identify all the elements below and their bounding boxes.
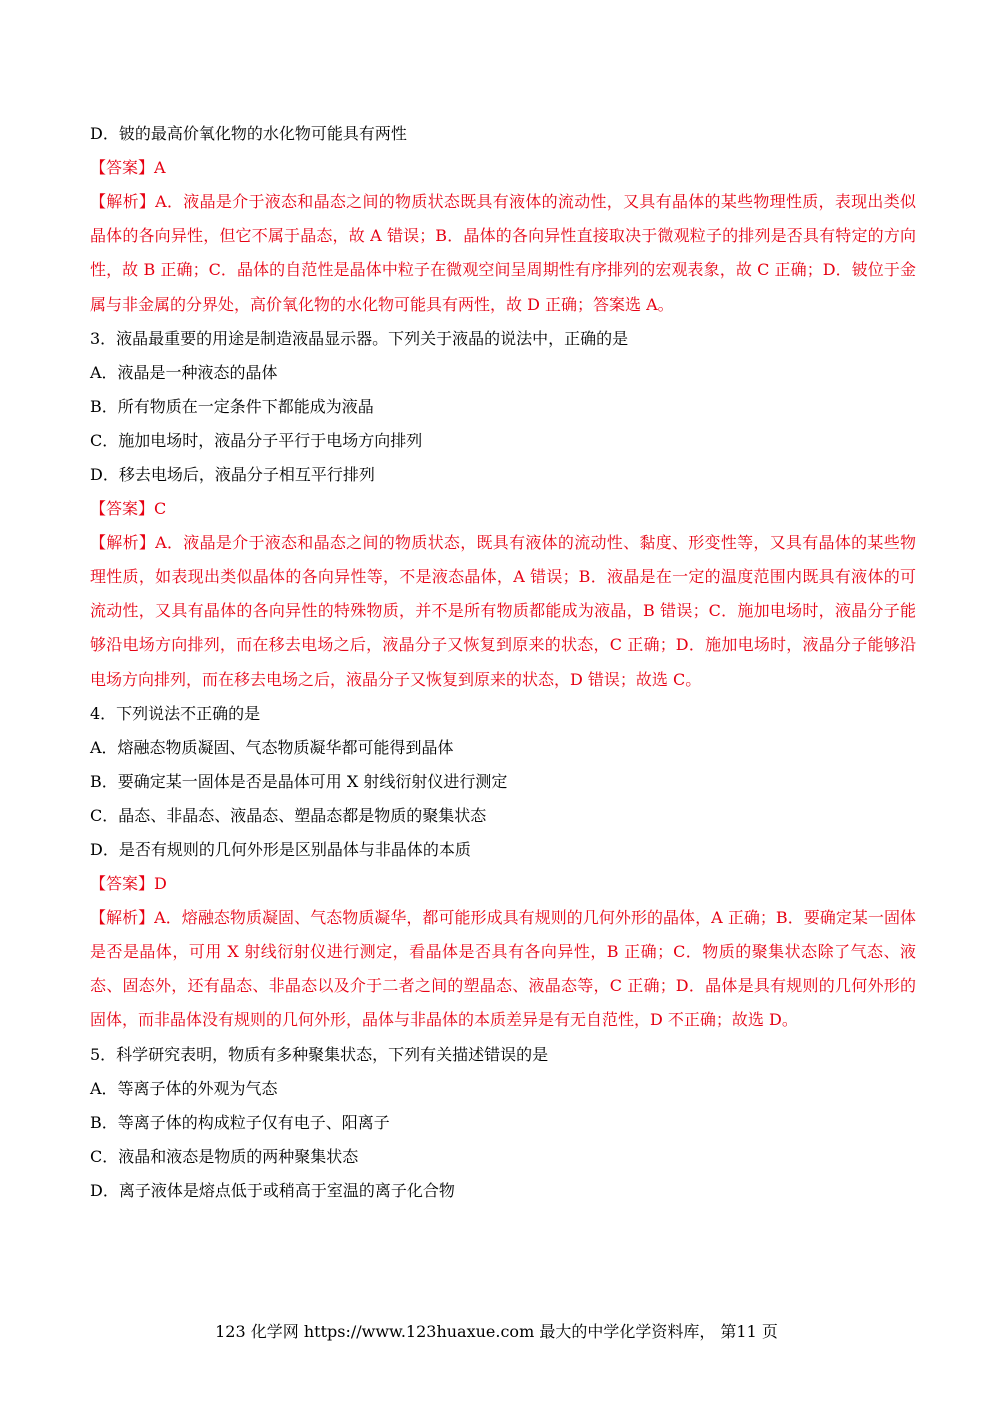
page-footer: 123 化学网 https://www.123huaxue.com 最大的中学化学资料库， 第11 页 <box>215 1322 778 1341</box>
q3-option-b: B．所有物质在一定条件下都能成为液晶 <box>90 396 374 416</box>
q2-answer: 【答案】A <box>90 158 166 177</box>
q5-stem: 5．科学研究表明，物质有多种聚集状态，下列有关描述错误的是 <box>90 1044 549 1064</box>
q4-option-a: A．熔融态物质凝固、气态物质凝华都可能得到晶体 <box>90 737 454 757</box>
q2-analysis: 【解析】A．液晶是介于液态和晶态之间的物质状态既具有液体的流动性，又具有晶体的某些物理性质，表现出类似晶体的各向异性，但它不属于晶态，故 A 错误；B．晶体的各向异性直接取决于微观粒子的排列是否具有特定的方向性，故 B 正确；C．晶体的自范性是晶体中粒子在微观空间呈周期性有序排列的宏观表象，故 C 正确；D．铍位于金属与非金属的分界处，高价氧化物的水化物可能具有两性，故 D 正确；答案选 A。 <box>90 192 916 314</box>
q3-option-c: C．施加电场时，液晶分子平行于电场方向排列 <box>90 430 423 450</box>
q5-option-d: D．离子液体是熔点低于或稍高于室温的离子化合物 <box>90 1180 455 1200</box>
q3-stem: 3．液晶最重要的用途是制造液晶显示器。下列关于液晶的说法中，正确的是 <box>90 328 629 348</box>
q3-answer: 【答案】C <box>90 498 167 518</box>
q3-analysis: 【解析】A．液晶是介于液态和晶态之间的物质状态，既具有液体的流动性、黏度、形变性等，又具有晶体的某些物理性质，如表现出类似晶体的各向异性等，不是液态晶体，A 错误；B．液晶是在一定的温度范围内既具有液体的可流动性，又具有晶体的各向异性的特殊物质，并不是所有物质都能成为液晶，B 错误；C．施加电场时，液晶分子能够沿电场方向排列，而在移去电场之后，液晶分子又恢复到原来的状态，C 正确；D．施加电场时，液晶分子能够沿电场方向排列，而在移去电场之后，液晶分子又恢复到原来的状态，D 错误；故选 C。 <box>90 532 916 689</box>
q5-option-c: C．液晶和液态是物质的两种聚集状态 <box>90 1146 359 1166</box>
q4-stem: 4．下列说法不正确的是 <box>90 703 261 723</box>
q5-option-a: A．等离子体的外观为气态 <box>90 1078 278 1098</box>
q5-option-b: B．等离子体的构成粒子仅有电子、阳离子 <box>90 1112 390 1132</box>
q4-analysis: 【解析】A．熔融态物质凝固、气态物质凝华，都可能形成具有规则的几何外形的晶体，A 正确；B．要确定某一固体是否是晶体，可用 X 射线衍射仪进行测定，看晶体是否具有各向异性，B 正确；C．物质的聚集状态除了气态、液态、固态外，还有晶态、非晶态以及介于二者之间的塑晶态、液晶态等，C 正确；D．晶体是具有规则的几何外形的固体，而非晶体没有规则的几何外形，晶体与非晶体的本质差异是有无自范性，D 不正确；故选 D。 <box>90 907 916 1030</box>
q4-option-b: B．要确定某一固体是否是晶体可用 X 射线衍射仪进行测定 <box>90 771 508 791</box>
q2-option-d: D．铍的最高价氧化物的水化物可能具有两性 <box>90 124 407 143</box>
page-content <box>90 117 916 1208</box>
q3-option-d: D．移去电场后，液晶分子相互平行排列 <box>90 464 375 484</box>
q4-option-c: C．晶态、非晶态、液晶态、塑晶态都是物质的聚集状态 <box>90 805 487 825</box>
q3-option-a: A．液晶是一种液态的晶体 <box>90 362 278 382</box>
q4-option-d: D．是否有规则的几何外形是区别晶体与非晶体的本质 <box>90 839 471 859</box>
q4-answer: 【答案】D <box>90 873 167 893</box>
